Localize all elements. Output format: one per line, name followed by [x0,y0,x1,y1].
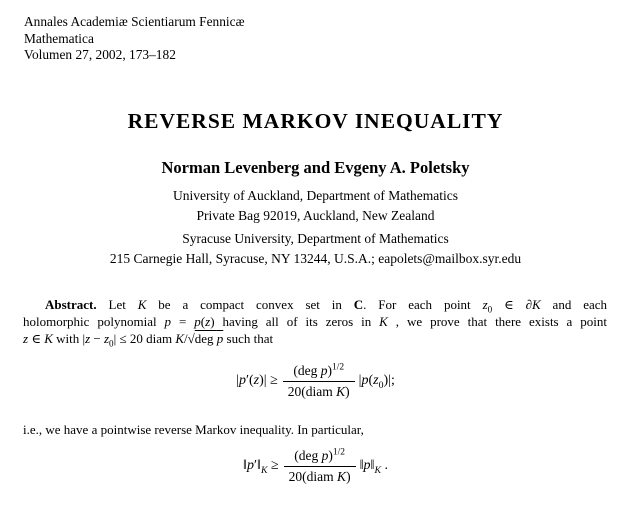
affiliation-line: Syracuse University, Department of Mathematics [182,230,449,246]
formula-rhs: $|p(z_0)|$; [358,373,395,391]
fraction-numerator: (deg p)$^{1/2}$ [293,362,345,378]
formula-lhs: |p′(z)| ≥ [236,373,278,388]
fraction-numerator: (deg p)$^{1/2}$ [294,447,345,463]
affiliation-auckland [0,186,631,226]
abstract-line-1-text: Let K be a compact convex set in C. For each point $z_0$ ∈ ∂K and each [108,296,608,315]
affiliation-line: Private Bag 92019, Auckland, New Zealand [196,207,435,223]
journal-series: Mathematica [24,30,94,46]
journal-header [0,0,631,64]
formula-lhs: $‖p'‖_K$ ≥ [243,458,279,476]
formula-rhs: $‖p‖_K$ . [359,458,388,476]
abstract-label: Abstract. [45,296,97,312]
page-title: REVERSE MARKOV INEQUALITY [127,108,504,133]
affiliation-line: University of Auckland, Department of Mathematics [173,187,458,203]
journal-volume-line: Volumen 27, 2002, 173–182 [24,47,176,62]
affiliation-syracuse [0,229,631,269]
formula-pointwise-inequality [0,363,631,400]
journal-name: Annales Academiæ Scientiarum Fennicæ [24,14,245,29]
fraction-denominator: 20(diam K) [283,381,355,400]
connector-text: i.e., we have a pointwise reverse Markov inequality. In particular, [23,421,364,437]
abstract-line-3: z ∈ K with $|z - z_0| \le 20$ diam K/√deg p such that [23,330,274,349]
fraction-denominator: 20(diam K) [284,466,356,485]
abstract-line-1 [23,296,607,313]
fraction [283,363,355,400]
abstract-line-2: holomorphic polynomial p = p(z) having all of its zeros in K , we prove that there exists a point [23,313,607,329]
affiliation-email-line: 215 Carnegie Hall, Syracuse, NY 13244, U.S.A.; eapolets@mailbox.syr.edu [109,250,522,266]
authors-line: Norman Levenberg and Evgeny A. Poletsky [161,157,470,177]
fraction [284,448,356,485]
formula-norm-inequality [0,448,631,485]
abstract-section [23,296,607,347]
